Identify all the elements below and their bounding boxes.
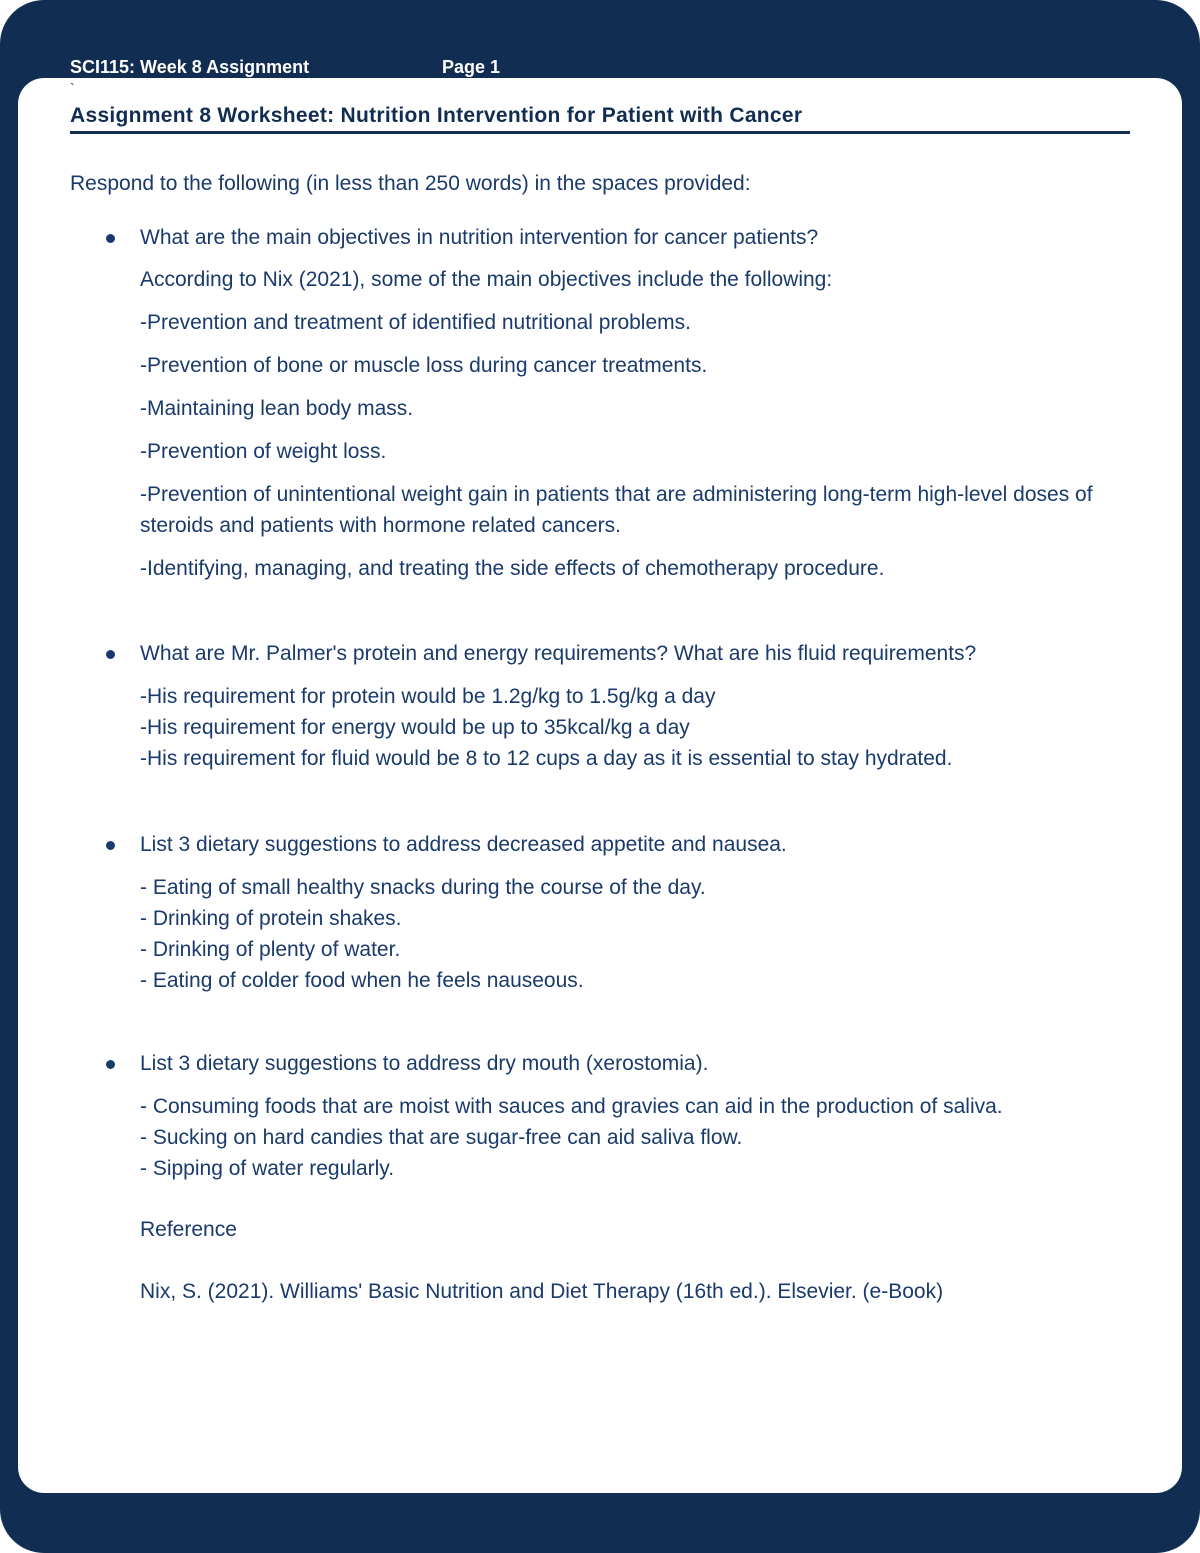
answer-line: - Consuming foods that are moist with sauces and gravies can aid in the production of saliva. — [140, 1095, 1003, 1118]
course-label: SCI115: Week 8 Assignment — [70, 57, 310, 77]
answer-line: -His requirement for fluid would be 8 to 12 cups a day as it is essential to stay hydrated. — [140, 747, 953, 770]
answer-line: -Prevention of weight loss. — [140, 440, 387, 463]
answer-line: - Eating of colder food when he feels nauseous. — [140, 969, 584, 992]
answer-line: According to Nix (2021), some of the main objectives include the following: — [140, 268, 833, 291]
answer-block — [140, 681, 1130, 774]
reference-heading: Reference — [140, 1218, 237, 1241]
bullet-icon — [106, 234, 115, 243]
instructions: Respond to the following (in less than 250 words) in the spaces provided: — [70, 172, 751, 195]
answer-line: -His requirement for protein would be 1.2g/kg to 1.5g/kg a day — [140, 685, 716, 708]
question-text: What are the main objectives in nutrition intervention for cancer patients? — [140, 226, 819, 249]
reference-citation: Nix, S. (2021). Williams' Basic Nutrition and Diet Therapy (16th ed.). Elsevier. (e-Book) — [140, 1280, 944, 1303]
question-text: List 3 dietary suggestions to address decreased appetite and nausea. — [140, 833, 787, 856]
answer-line: - Drinking of protein shakes. — [140, 907, 402, 930]
answer-line: -Identifying, managing, and treating the side effects of chemotherapy procedure. — [140, 557, 885, 580]
answer-line: - Eating of small healthy snacks during the course of the day. — [140, 876, 706, 899]
answer-block — [140, 872, 1130, 996]
answer-line: - Drinking of plenty of water. — [140, 938, 401, 961]
page-number: Page 1 — [442, 57, 501, 77]
title-divider — [70, 131, 1130, 134]
stray-mark: ` — [70, 80, 75, 96]
question-text: What are Mr. Palmer's protein and energy requirements? What are his fluid requirements? — [140, 642, 977, 665]
bullet-icon — [106, 841, 115, 850]
answer-block — [140, 264, 1130, 596]
bullet-icon — [106, 1060, 115, 1069]
worksheet-sheet — [18, 78, 1182, 1493]
page-header — [70, 57, 501, 78]
answer-line: -Prevention of unintentional weight gain in patients that are administering long-term high-level doses of steroids and patients with hormone related cancers. — [140, 483, 1093, 537]
answer-line: - Sipping of water regularly. — [140, 1157, 395, 1180]
question-text: List 3 dietary suggestions to address dry mouth (xerostomia). — [140, 1052, 709, 1075]
answer-block — [140, 1091, 1130, 1184]
worksheet-title: Assignment 8 Worksheet: Nutrition Intervention for Patient with Cancer — [70, 104, 803, 127]
bullet-icon — [106, 650, 115, 659]
answer-line: -Prevention of bone or muscle loss during cancer treatments. — [140, 354, 708, 377]
answer-line: -Prevention and treatment of identified nutritional problems. — [140, 311, 691, 334]
answer-line: - Sucking on hard candies that are sugar-free can aid saliva flow. — [140, 1126, 743, 1149]
answer-line: -His requirement for energy would be up to 35kcal/kg a day — [140, 716, 690, 739]
answer-line: -Maintaining lean body mass. — [140, 397, 414, 420]
